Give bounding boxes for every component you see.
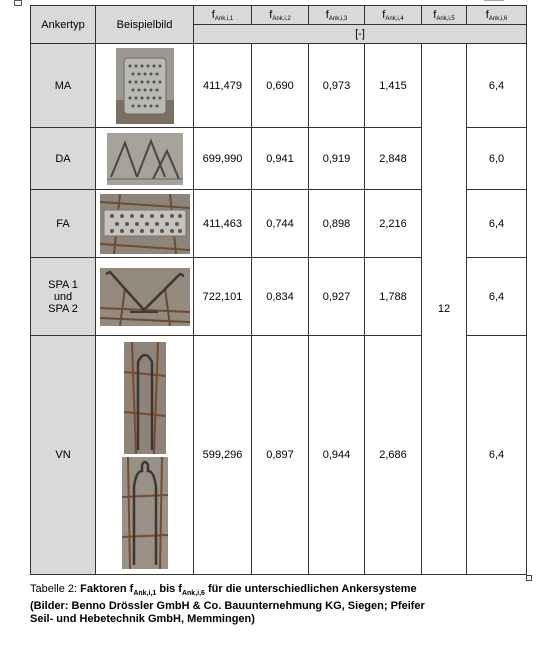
f3-value: 0,973 bbox=[309, 44, 365, 128]
header-row bbox=[31, 6, 527, 25]
f6-value: 6,0 bbox=[467, 128, 527, 190]
anchor-type-cell: DA bbox=[31, 128, 96, 190]
f5-merged-value: 12 bbox=[422, 44, 467, 575]
header-f6: $f_{Ank,i,6}$ bbox=[467, 6, 527, 25]
anchor-type-cell: VN bbox=[31, 336, 96, 575]
anchor-type-cell: MA bbox=[31, 44, 96, 128]
f4-value: 2,848 bbox=[365, 128, 422, 190]
f1-value: 411,463 bbox=[194, 190, 252, 258]
f3-value: 0,927 bbox=[309, 258, 365, 336]
header-f1: $f_{Ank,i,1}$ bbox=[194, 6, 252, 25]
f3-value: 0,898 bbox=[309, 190, 365, 258]
perforated-cylinder-anchor-photo bbox=[116, 48, 174, 124]
f6-value: 6,4 bbox=[467, 44, 527, 128]
example-image-cell bbox=[96, 190, 194, 258]
f2-value: 0,744 bbox=[252, 190, 309, 258]
f1-value: 411,479 bbox=[194, 44, 252, 128]
table-move-handle[interactable] bbox=[14, 0, 22, 6]
anchor-type-line: SPA 2 bbox=[48, 302, 78, 315]
anchor-type-line: und bbox=[53, 290, 73, 303]
caption-line-2: (Bilder: Benno Drössler GmbH & Co. Bauunternehmung KG, Siegen; Pfeifer bbox=[30, 600, 425, 613]
anchor-type-line: SPA 1 bbox=[48, 278, 78, 291]
f3-value: 0,919 bbox=[309, 128, 365, 190]
example-image-cell bbox=[96, 128, 194, 190]
example-image-cell bbox=[96, 336, 194, 575]
flat-perforated-anchor-photo bbox=[100, 194, 190, 254]
f3-value: 0,944 bbox=[309, 336, 365, 575]
f6-value: 6,4 bbox=[467, 190, 527, 258]
example-image-cell bbox=[96, 44, 194, 128]
f6-value: 6,4 bbox=[467, 336, 527, 575]
header-f4: $f_{Ank,i,4}$ bbox=[365, 6, 422, 25]
header-beispielbild: Beispielbild bbox=[96, 6, 194, 44]
table-row bbox=[31, 44, 527, 128]
f2-value: 0,834 bbox=[252, 258, 309, 336]
header-f2: $f_{Ank,i,2}$ bbox=[252, 6, 309, 25]
unit-cell: [-] bbox=[194, 25, 527, 44]
header-ankertyp: Ankertyp bbox=[31, 6, 96, 44]
anchor-type-cell bbox=[31, 258, 96, 336]
f4-value: 1,415 bbox=[365, 44, 422, 128]
caption-line-1: Tabelle 2: Faktoren $f_{Ank,i,1}$ bis $f_{Ank,i,6}$ für die unterschiedlichen Ankersysteme bbox=[30, 583, 417, 598]
wire-loop-anchor-photo bbox=[107, 133, 183, 185]
f4-value: 1,788 bbox=[365, 258, 422, 336]
f1-value: 599,296 bbox=[194, 336, 252, 575]
anchor-type-cell: FA bbox=[31, 190, 96, 258]
f4-value: 2,216 bbox=[365, 190, 422, 258]
header-f5: $f_{Ank,i,5}$ bbox=[422, 6, 467, 25]
f1-value: 722,101 bbox=[194, 258, 252, 336]
rebar-loop-anchor-photo-top bbox=[124, 342, 166, 454]
f2-value: 0,897 bbox=[252, 336, 309, 575]
table-caption bbox=[30, 583, 530, 626]
f2-value: 0,941 bbox=[252, 128, 309, 190]
f1-value: 699,990 bbox=[194, 128, 252, 190]
header-f3: $f_{Ank,i,3}$ bbox=[309, 6, 365, 25]
caption-line-3: Seil- und Hebetechnik GmbH, Memmingen) bbox=[30, 613, 255, 626]
table-resize-handle[interactable] bbox=[526, 575, 532, 581]
f2-value: 0,690 bbox=[252, 44, 309, 128]
f4-value: 2,686 bbox=[365, 336, 422, 575]
anchor-factor-table bbox=[30, 5, 527, 575]
f6-value: 6,4 bbox=[467, 258, 527, 336]
rebar-loop-anchor-photo-bottom bbox=[122, 457, 168, 569]
example-image-cell bbox=[96, 258, 194, 336]
spread-anchor-photo bbox=[100, 268, 190, 326]
